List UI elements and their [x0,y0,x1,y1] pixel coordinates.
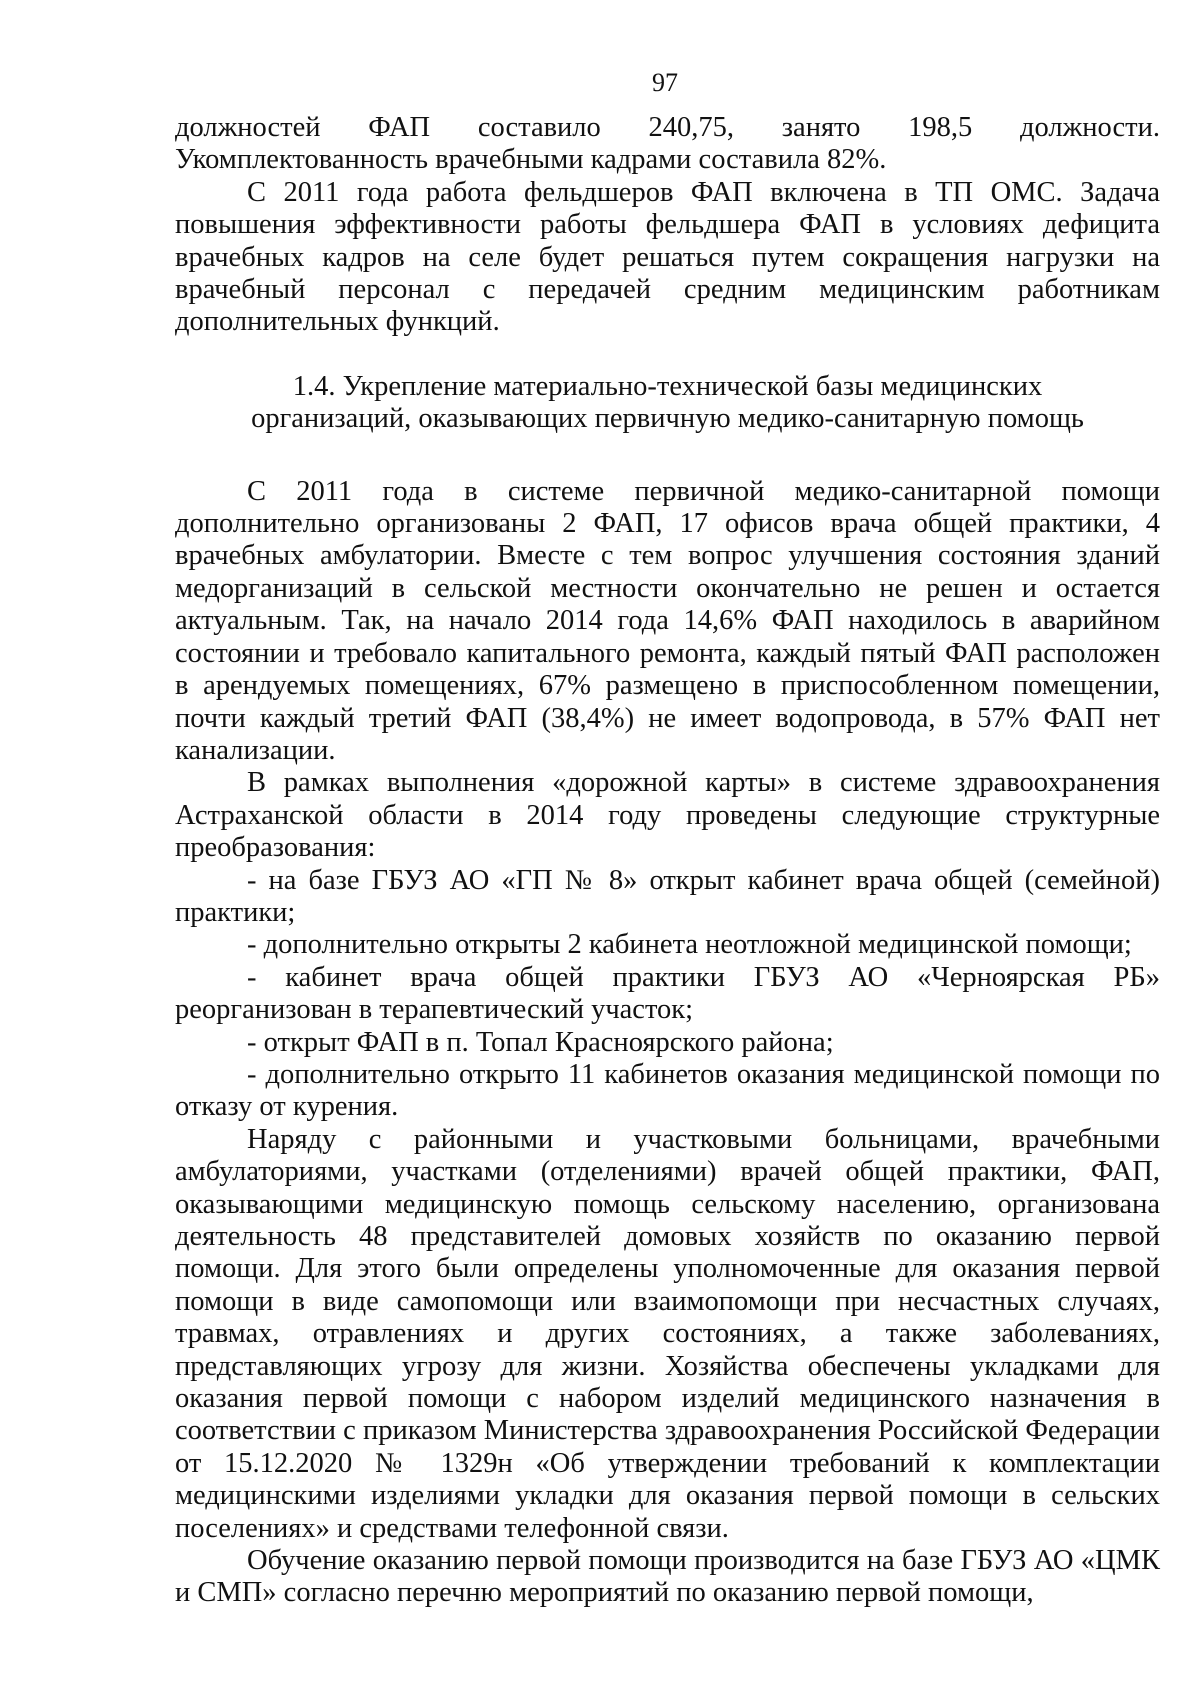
list-item: - дополнительно открыто 11 кабинетов оказания медицинской помощи по отказу от курения. [175,1058,1160,1123]
paragraph-primary-care: С 2011 года в системе первичной медико-санитарной помощи дополнительно организованы 2 ФАП, 17 офисов врача общей практики, 4 врачебных амбулатории. Вместе с тем вопрос улучшения состояния зданий медорганизаций в сельской местности окончательно не решен и остается актуальным. Так, на начало 2014 года 14,6% ФАП находилось в аварийном состоянии и требовало капитального ремонта, каждый пятый ФАП расположен в арендуемых помещениях, 67% размещено в приспособленном помещении, почти каждый третий ФАП (38,4%) не имеет водопровода, в 57% ФАП нет канализации. [175,475,1160,766]
paragraph-training: Обучение оказанию первой помощи производится на базе ГБУЗ АО «ЦМК и СМП» согласно перечню мероприятий по оказанию первой помощи, [175,1545,1160,1609]
list-item: - на базе ГБУЗ АО «ГП № 8» открыт кабинет врача общей (семейной) практики; [175,864,1160,928]
paragraph-roadmap: В рамках выполнения «дорожной карты» в системе здравоохранения Астраханской области в 2014 году проведены следующие структурные преобразования: [175,767,1160,864]
list-item: - кабинет врача общей практики ГБУЗ АО «Черноярская РБ» реорганизован в терапевтический участок; [175,961,1160,1026]
list-item: - дополнительно открыты 2 кабинета неотложной медицинской помощи; [247,929,1132,961]
paragraph-households: Наряду с районными и участковыми больницами, врачебными амбулаториями, участками (отделениями) врачей общей практики, ФАП, оказывающими медицинскую помощь сельскому населению, организована деятельность 48 представителей домовых хозяйств по оказанию первой помощи. Для этого были определены уполномоченные для оказания первой помощи в виде самопомощи или взаимопомощи при несчастных случаях, травмах, отравлениях и других состояниях, а также заболеваниях, представляющих угрозу для жизни. Хозяйства обеспечены укладками для оказания первой помощи с набором изделий медицинского назначения в соответствии с приказом Министерства здравоохранения Российской Федерации от 15.12.2020 № 1329н «Об утверждении требований к комплектации медицинскими изделиями укладки для оказания первой помощи в сельских поселениях» и средствами телефонной связи. [175,1123,1160,1544]
paragraph-fap-oms: С 2011 года работа фельдшеров ФАП включена в ТП ОМС. Задача повышения эффективности работы фельдшера ФАП в условиях дефицита врачебных кадров на селе будет решаться путем сокращения нагрузки на врачебный персонал с передачей средним медицинским работникам дополнительных функций. [175,176,1160,338]
section-heading-line-2: организаций, оказывающих первичную медико-санитарную помощь [251,403,1084,435]
page-number: 97 [652,68,678,97]
list-item: - открыт ФАП в п. Топал Красноярского района; [247,1026,834,1058]
section-heading [175,371,1160,436]
document-body [175,112,1160,1610]
section-heading-line-1: 1.4. Укрепление материально-технической базы медицинских [292,370,1043,402]
intro-paragraph: должностей ФАП составило 240,75, занято 198,5 должности. Укомплектованность врачебными кадрами составила 82%. [175,112,1160,176]
